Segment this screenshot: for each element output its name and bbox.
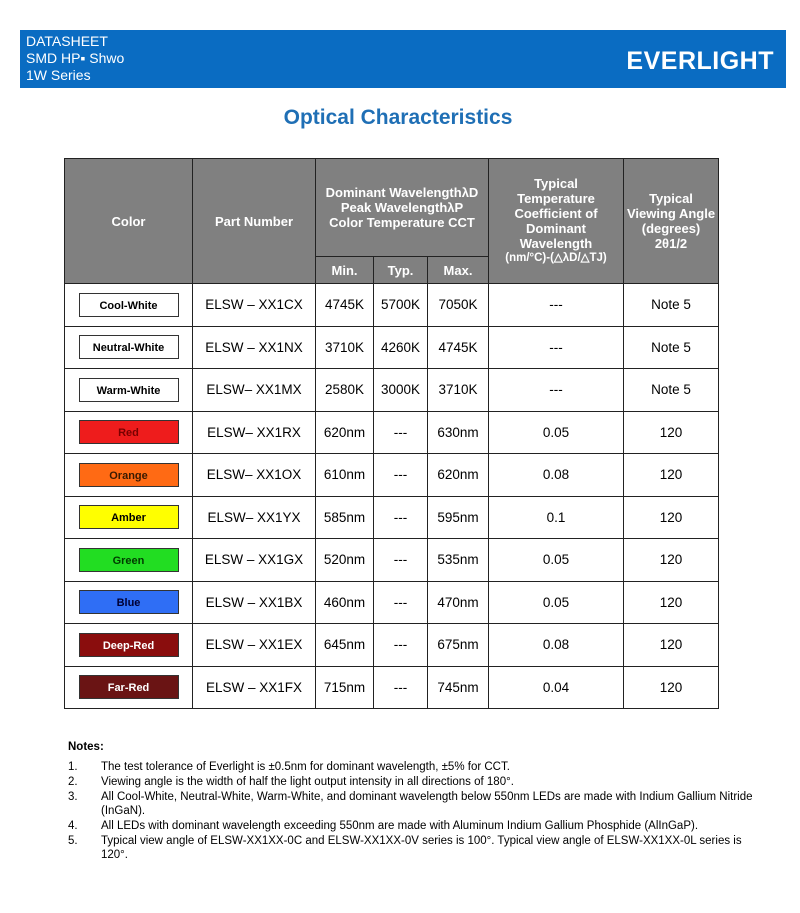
note-item: [68, 819, 768, 833]
part-number-cell: ELSW– XX1MX: [193, 369, 316, 412]
header-tc-line-3: Coefficient of: [514, 206, 598, 221]
min-cell: 645nm: [316, 624, 374, 667]
note-text: The test tolerance of Everlight is ±0.5nm for dominant wavelength, ±5% for CCT.: [101, 761, 510, 773]
table-row: [65, 326, 719, 369]
header-dominant-wavelength: [316, 159, 489, 257]
temp-coefficient-cell: 0.05: [489, 411, 624, 454]
color-cell: [65, 454, 193, 497]
max-cell: 620nm: [428, 454, 489, 497]
viewing-angle-cell: 120: [624, 454, 719, 497]
part-number-cell: ELSW – XX1BX: [193, 581, 316, 624]
color-cell: [65, 624, 193, 667]
optical-table: [64, 158, 719, 709]
temp-coefficient-cell: 0.08: [489, 624, 624, 667]
typ-cell: ---: [374, 624, 428, 667]
max-cell: 3710K: [428, 369, 489, 412]
table-row: [65, 454, 719, 497]
max-cell: 675nm: [428, 624, 489, 667]
temp-coefficient-cell: 0.05: [489, 539, 624, 582]
viewing-angle-cell: Note 5: [624, 369, 719, 412]
header-banner: [20, 30, 786, 88]
notes-title: Notes:: [68, 741, 104, 753]
header-color: Color: [65, 159, 193, 284]
table-row: [65, 539, 719, 582]
part-number-cell: ELSW – XX1CX: [193, 284, 316, 327]
table-row: [65, 284, 719, 327]
typ-cell: ---: [374, 581, 428, 624]
everlight-logo: EVERLIGHT: [626, 47, 774, 75]
note-item: [68, 760, 768, 774]
viewing-angle-cell: 120: [624, 581, 719, 624]
color-swatch: Green: [79, 548, 179, 572]
header-temp-coefficient: [489, 159, 624, 284]
min-cell: 520nm: [316, 539, 374, 582]
temp-coefficient-cell: 0.1: [489, 496, 624, 539]
notes-list: [68, 760, 768, 862]
viewing-angle-cell: 120: [624, 624, 719, 667]
color-swatch: Far-Red: [79, 675, 179, 699]
header-line-2: SMD HP▪ Shwo: [26, 50, 125, 66]
temp-coefficient-cell: 0.04: [489, 666, 624, 709]
note-item: [68, 834, 768, 862]
min-cell: 715nm: [316, 666, 374, 709]
note-number: 2.: [68, 776, 78, 788]
typ-cell: ---: [374, 539, 428, 582]
part-number-cell: ELSW – XX1FX: [193, 666, 316, 709]
max-cell: 630nm: [428, 411, 489, 454]
note-item: [68, 790, 768, 818]
color-swatch: Deep-Red: [79, 633, 179, 657]
color-swatch: Warm-White: [79, 378, 179, 402]
max-cell: 745nm: [428, 666, 489, 709]
header-min: Min.: [316, 257, 374, 284]
header-part-number: Part Number: [193, 159, 316, 284]
min-cell: 4745K: [316, 284, 374, 327]
notes-section: [68, 740, 768, 863]
color-cell: [65, 369, 193, 412]
typ-cell: ---: [374, 666, 428, 709]
header-tc-line-6: (nm/°C)-(△λD/△TJ): [505, 252, 607, 264]
header-typ: Typ.: [374, 257, 428, 284]
part-number-cell: ELSW– XX1OX: [193, 454, 316, 497]
typ-cell: ---: [374, 454, 428, 497]
header-line-1: DATASHEET: [26, 33, 108, 49]
color-cell: [65, 496, 193, 539]
color-swatch: Orange: [79, 463, 179, 487]
color-cell: [65, 284, 193, 327]
color-swatch: Neutral-White: [79, 335, 179, 359]
temp-coefficient-cell: ---: [489, 284, 624, 327]
typ-cell: ---: [374, 496, 428, 539]
header-text: [26, 33, 124, 84]
min-cell: 460nm: [316, 581, 374, 624]
header-tc-line-4: Dominant: [526, 221, 586, 236]
header-tc-line-5: Wavelength: [519, 236, 593, 251]
max-cell: 4745K: [428, 326, 489, 369]
max-cell: 470nm: [428, 581, 489, 624]
table-row: [65, 624, 719, 667]
min-cell: 610nm: [316, 454, 374, 497]
color-cell: [65, 581, 193, 624]
header-viewing-angle: [624, 159, 719, 284]
min-cell: 620nm: [316, 411, 374, 454]
typ-cell: ---: [374, 411, 428, 454]
note-number: 5.: [68, 835, 78, 847]
color-swatch: Cool-White: [79, 293, 179, 317]
header-va-line-2: Viewing Angle: [626, 206, 716, 221]
max-cell: 535nm: [428, 539, 489, 582]
viewing-angle-cell: 120: [624, 539, 719, 582]
color-swatch: Red: [79, 420, 179, 444]
max-cell: 7050K: [428, 284, 489, 327]
color-swatch: Blue: [79, 590, 179, 614]
table-row: [65, 369, 719, 412]
table-row: [65, 666, 719, 709]
table-row: [65, 496, 719, 539]
part-number-cell: ELSW – XX1GX: [193, 539, 316, 582]
typ-cell: 4260K: [374, 326, 428, 369]
note-number: 1.: [68, 761, 78, 773]
header-tc-line-1: Typical: [534, 176, 578, 191]
viewing-angle-cell: 120: [624, 496, 719, 539]
header-tc-line-2: Temperature: [517, 191, 595, 206]
min-cell: 585nm: [316, 496, 374, 539]
note-text: All LEDs with dominant wavelength exceeding 550nm are made with Aluminum Indium Gallium Phosphide (AlInGaP).: [101, 820, 699, 832]
temp-coefficient-cell: 0.08: [489, 454, 624, 497]
header-line-3: 1W Series: [26, 67, 91, 83]
table-body: [65, 284, 719, 709]
part-number-cell: ELSW– XX1RX: [193, 411, 316, 454]
color-cell: [65, 411, 193, 454]
note-text: Viewing angle is the width of half the light output intensity in all directions of 180°.: [101, 776, 514, 788]
part-number-cell: ELSW– XX1YX: [193, 496, 316, 539]
temp-coefficient-cell: ---: [489, 326, 624, 369]
header-dominant-line-2: Peak WavelengthλP: [340, 200, 464, 215]
part-number-cell: ELSW – XX1EX: [193, 624, 316, 667]
table-row: [65, 581, 719, 624]
typ-cell: 5700K: [374, 284, 428, 327]
note-number: 4.: [68, 820, 78, 832]
page-title: Optical Characteristics: [283, 106, 513, 129]
note-text: All Cool-White, Neutral-White, Warm-White, and dominant wavelength below 550nm LEDs are made with Indium Gallium Nitride (InGaN).: [101, 791, 753, 817]
viewing-angle-cell: Note 5: [624, 326, 719, 369]
header-dominant-line-3: Color Temperature CCT: [329, 215, 475, 230]
color-swatch: Amber: [79, 505, 179, 529]
note-text: Typical view angle of ELSW-XX1XX-0C and ELSW-XX1XX-0V series is 100°. Typical view angle of ELSW-XX1XX-0L series is 120°.: [101, 835, 742, 861]
color-cell: [65, 326, 193, 369]
viewing-angle-cell: 120: [624, 666, 719, 709]
temp-coefficient-cell: ---: [489, 369, 624, 412]
note-number: 3.: [68, 791, 78, 803]
header-dominant-line-1: Dominant WavelengthλD: [325, 185, 479, 200]
min-cell: 3710K: [316, 326, 374, 369]
max-cell: 595nm: [428, 496, 489, 539]
viewing-angle-cell: Note 5: [624, 284, 719, 327]
part-number-cell: ELSW – XX1NX: [193, 326, 316, 369]
table-row: [65, 411, 719, 454]
min-cell: 2580K: [316, 369, 374, 412]
typ-cell: 3000K: [374, 369, 428, 412]
header-va-line-1: Typical: [649, 191, 693, 206]
viewing-angle-cell: 120: [624, 411, 719, 454]
note-item: [68, 775, 768, 789]
temp-coefficient-cell: 0.05: [489, 581, 624, 624]
color-cell: [65, 539, 193, 582]
header-max: Max.: [428, 257, 489, 284]
color-cell: [65, 666, 193, 709]
header-va-line-4: 2θ1/2: [654, 236, 688, 251]
header-va-line-3: (degrees): [641, 221, 701, 236]
